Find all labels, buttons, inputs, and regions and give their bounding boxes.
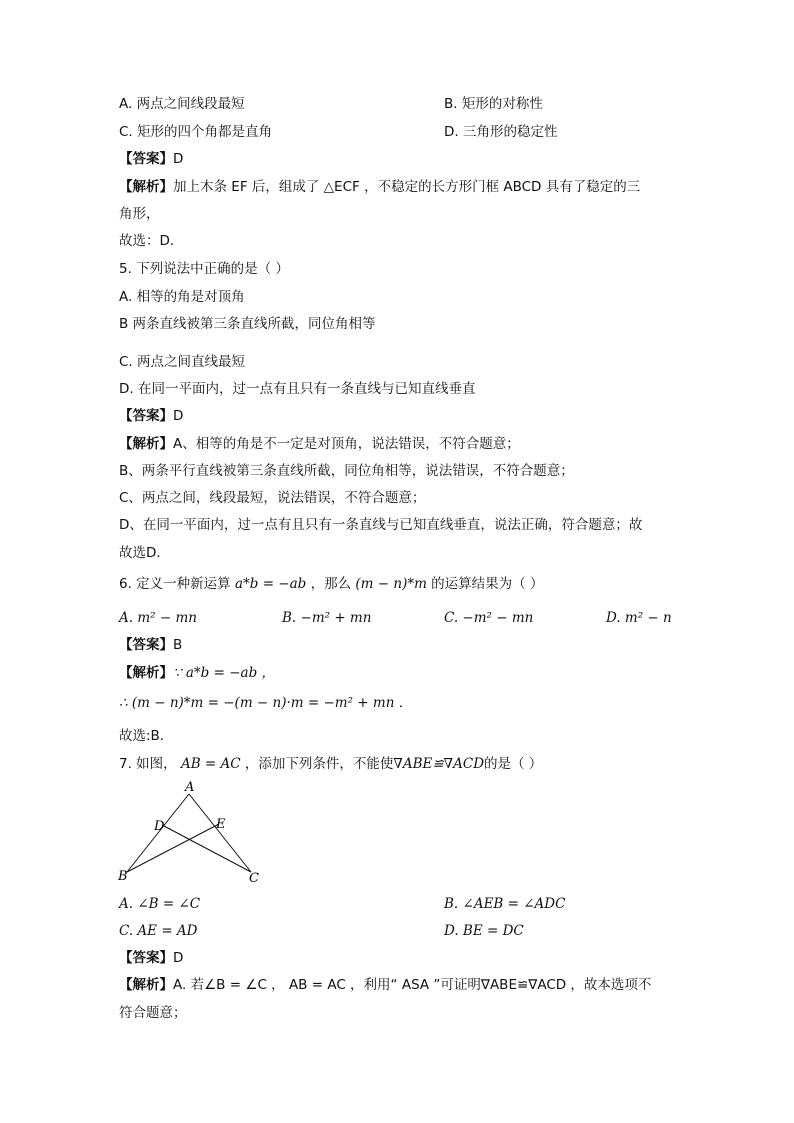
answer-label: 【答案】 bbox=[119, 950, 173, 966]
q6-expression: (m − n)*m bbox=[355, 576, 427, 592]
q6-analysis-cont: ∴ (m − n)*m = −(m − n)·m = −m² + mn ． bbox=[119, 695, 413, 711]
q6-option-d: D. m² − n bbox=[606, 610, 672, 626]
segment-ac bbox=[189, 794, 251, 872]
q7-stem-suffix: 的是（ ） bbox=[484, 756, 543, 772]
q6-choice: 故选:B. bbox=[119, 728, 165, 744]
q6-answer bbox=[119, 636, 182, 654]
vertex-label-b: B bbox=[118, 869, 128, 884]
q5-analysis-c: C、两点之间，线段最短，说法错误，不符合题意； bbox=[119, 490, 426, 506]
q4-answer bbox=[119, 150, 183, 168]
q4-option-c: C. 矩形的四个角都是直角 bbox=[119, 124, 273, 140]
answer-value: D bbox=[173, 408, 184, 424]
answer-label: 【答案】 bbox=[119, 408, 173, 424]
q7-stem-mid: ，添加下列条件，不能使 bbox=[240, 756, 394, 772]
segment-cd bbox=[164, 826, 251, 872]
q4-choice: 故选：D． bbox=[119, 233, 184, 249]
analysis-label: 【解析】 bbox=[119, 436, 173, 452]
q7-option-b: B. ∠AEB = ∠ADC bbox=[444, 896, 566, 912]
vertex-label-a: A bbox=[185, 780, 195, 795]
q6-option-a: A. m² − mn bbox=[119, 610, 197, 626]
analysis-text: ∵ a*b = −ab ， bbox=[173, 665, 276, 681]
q5-option-b: B 两条直线被第三条直线所截，同位角相等 bbox=[119, 316, 376, 332]
q6-stem bbox=[119, 575, 543, 593]
q5-analysis-d: D、在同一平面内，过一点有且只有一条直线与已知直线垂直，说法正确，符合题意；故 bbox=[119, 517, 643, 533]
q4-analysis-cont: 角形， bbox=[119, 206, 160, 222]
q5-stem: 5. 下列说法中正确的是（ ） bbox=[119, 261, 289, 277]
q5-answer bbox=[119, 407, 183, 425]
q7-stem-prefix: 7. 如图， bbox=[119, 756, 181, 772]
q4-analysis bbox=[119, 178, 640, 196]
analysis-label: 【解析】 bbox=[119, 977, 173, 993]
q6-analysis bbox=[119, 664, 275, 682]
q5-analysis-a bbox=[119, 435, 520, 453]
answer-value: D bbox=[173, 950, 184, 966]
vertex-label-c: C bbox=[249, 871, 259, 886]
q5-analysis-b: B、两条平行直线被第三条直线所截，同位角相等，说法错误，不符合题意； bbox=[119, 463, 574, 479]
analysis-label: 【解析】 bbox=[119, 665, 173, 681]
analysis-label: 【解析】 bbox=[119, 179, 173, 195]
answer-label: 【答案】 bbox=[119, 151, 173, 167]
q6-option-b: B. −m² + mn bbox=[282, 610, 372, 626]
q4-option-b: B. 矩形的对称性 bbox=[444, 96, 543, 112]
q7-analysis-cont: 符合题意； bbox=[119, 1005, 187, 1021]
answer-label: 【答案】 bbox=[119, 637, 173, 653]
q5-choice: 故选D． bbox=[119, 545, 170, 561]
q7-stem bbox=[119, 755, 542, 773]
q7-option-d: D. BE = DC bbox=[444, 923, 524, 939]
q7-option-a: A. ∠B = ∠C bbox=[119, 896, 201, 912]
answer-value: B bbox=[173, 637, 183, 653]
vertex-label-e: E bbox=[216, 817, 226, 832]
q7-relation: ∇ABE≌∇ACD bbox=[393, 756, 485, 772]
q6-stem-mid: ，那么 bbox=[306, 576, 356, 592]
vertex-label-d: D bbox=[154, 819, 165, 834]
q6-stem-suffix: 的运算结果为（ ） bbox=[426, 576, 544, 592]
triangle-figure bbox=[114, 778, 264, 888]
q7-answer bbox=[119, 949, 183, 967]
analysis-text: A、相等的角是不一定是对顶角，说法错误，不符合题意； bbox=[173, 436, 520, 452]
q7-condition: AB = AC bbox=[180, 756, 241, 772]
q6-definition: a*b = −ab bbox=[234, 576, 307, 592]
q5-option-c: C. 两点之间直线最短 bbox=[119, 354, 246, 370]
q6-option-c: C. −m² − mn bbox=[444, 610, 534, 626]
analysis-text: 加上木条 EF 后，组成了 △ECF ，不稳定的长方形门框 ABCD 具有了稳定的三 bbox=[173, 179, 641, 195]
q5-option-d: D. 在同一平面内，过一点有且只有一条直线与已知直线垂直 bbox=[119, 381, 476, 397]
analysis-text: A. 若∠B = ∠C ， AB = AC ，利用“ ASA ”可证明∇ABE≌∇ACD ，故本选项不 bbox=[173, 977, 652, 993]
q7-analysis bbox=[119, 976, 651, 994]
q5-option-a: A. 相等的角是对顶角 bbox=[119, 289, 245, 305]
q6-stem-prefix: 6. 定义一种新运算 bbox=[119, 576, 235, 592]
answer-value: D bbox=[173, 151, 184, 167]
q7-option-c: C. AE = AD bbox=[119, 923, 198, 939]
q4-option-a: A. 两点之间线段最短 bbox=[119, 96, 245, 112]
q4-option-d: D. 三角形的稳定性 bbox=[444, 124, 558, 140]
